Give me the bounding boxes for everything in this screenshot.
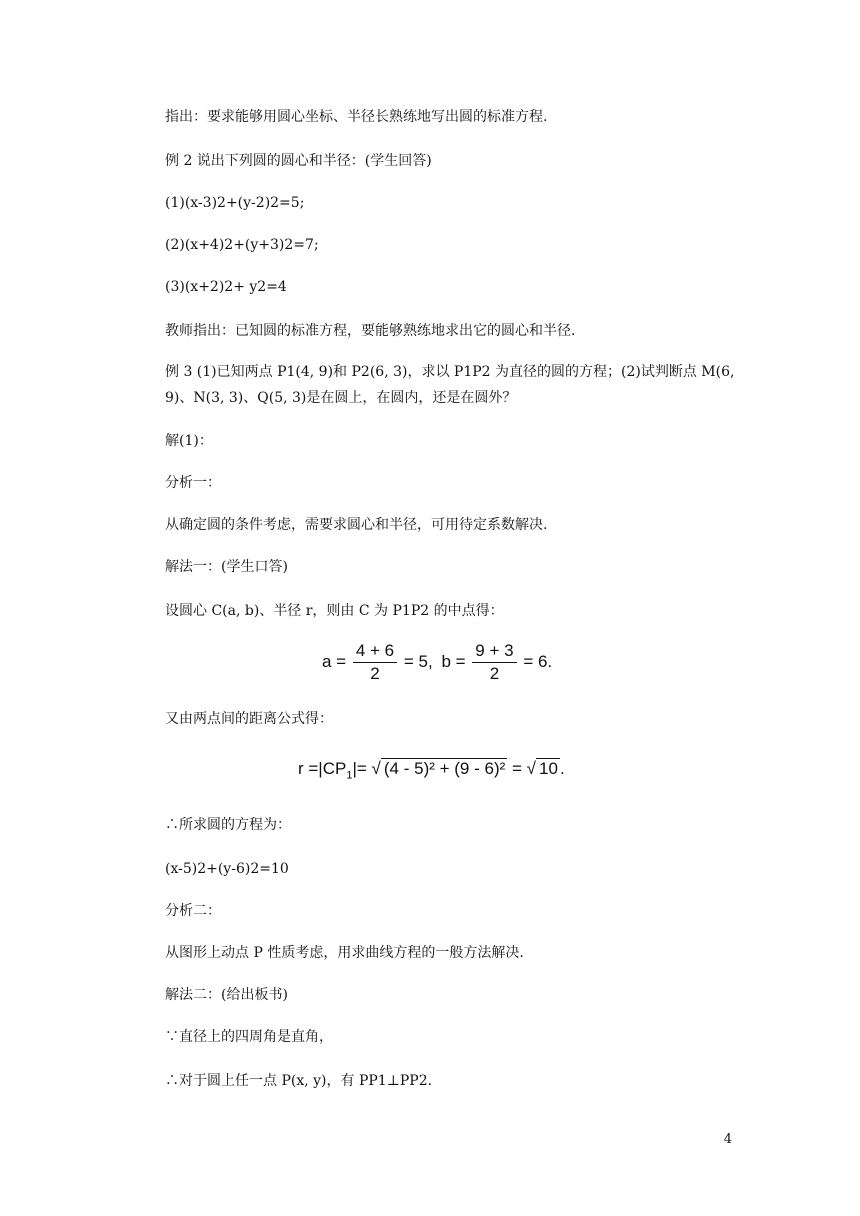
text-line: ∵直径上的四周角是直角， [165, 1029, 333, 1045]
text-line: (3)(x+2)2+ y2=4 [165, 279, 287, 295]
distance-formula [298, 758, 565, 781]
text-line: 分析一： [165, 475, 221, 491]
subscript: 1 [346, 769, 353, 782]
formula-b-label: b = [441, 651, 466, 671]
formula-r-mid: |= [352, 759, 367, 778]
text-line: 又由两点间的距离公式得： [165, 711, 333, 727]
text-line: 教师指出：已知圆的标准方程，要能够熟练地求出它的圆心和半径. [165, 323, 576, 339]
sqrt-ten [527, 758, 560, 779]
sqrt-sign-icon: √ [371, 759, 381, 778]
fraction-numerator: 4 + 6 [353, 640, 397, 663]
formula-equals: = [512, 759, 522, 778]
formula-a-result: = 5, [403, 651, 433, 671]
fraction-a [353, 640, 397, 685]
fraction-numerator: 9 + 3 [472, 640, 516, 663]
formula-end: . [559, 759, 565, 778]
example-3-text: 例 3 (1)已知两点 P1(4, 9)和 P2(6, 3)，求以 P1P2 为直径的圆的方程；(2)试判断点 M(6, 9)、N(3, 3)、Q(5, 3)是在圆上，在圆内，还是在圆外？ [165, 364, 735, 406]
text-line: 设圆心 C(a, b)、半径 r，则由 C 为 P1P2 的中点得： [165, 603, 504, 619]
radicand: 10 [536, 758, 560, 779]
formula-a-label: a = [322, 651, 347, 671]
text-line: (x-5)2+(y-6)2=10 [165, 861, 289, 877]
fraction-denominator: 2 [370, 664, 380, 683]
text-line: ∴所求圆的方程为： [165, 817, 291, 833]
radicand: (4 - 5)² + (9 - 6)² [381, 758, 507, 779]
text-line: 解(1)： [165, 433, 213, 449]
sqrt-expression [372, 758, 508, 779]
fraction-denominator: 2 [489, 664, 500, 683]
formula-b-result: = 6. [523, 651, 553, 671]
text-line: ∴对于圆上任一点 P(x, y)，有 PP1⊥PP2. [165, 1073, 433, 1089]
text-line: (2)(x+4)2+(y+3)2=7; [165, 237, 319, 253]
page-number: 4 [723, 1132, 732, 1147]
midpoint-formula [322, 640, 552, 685]
sqrt-sign-icon: √ [526, 759, 537, 778]
text-line: 解法二：(给出板书) [165, 987, 288, 1003]
text-line: (1)(x-3)2+(y-2)2=5; [165, 195, 305, 211]
text-line: 解法一：(学生口答) [165, 559, 288, 575]
text-line: 例 2 说出下列圆的圆心和半径：(学生回答) [165, 153, 432, 169]
text-line: 从图形上动点 P 性质考虑，用求曲线方程的一般方法解决. [165, 945, 524, 961]
text-line: 从确定圆的条件考虑，需要求圆心和半径，可用待定系数解决. [165, 517, 548, 533]
text-line: 分析二： [165, 903, 221, 919]
text-line: 指出：要求能够用圆心坐标、半径长熟练地写出圆的标准方程. [165, 109, 548, 125]
fraction-b [472, 640, 516, 685]
formula-r-lhs: r =|CP [298, 759, 347, 778]
